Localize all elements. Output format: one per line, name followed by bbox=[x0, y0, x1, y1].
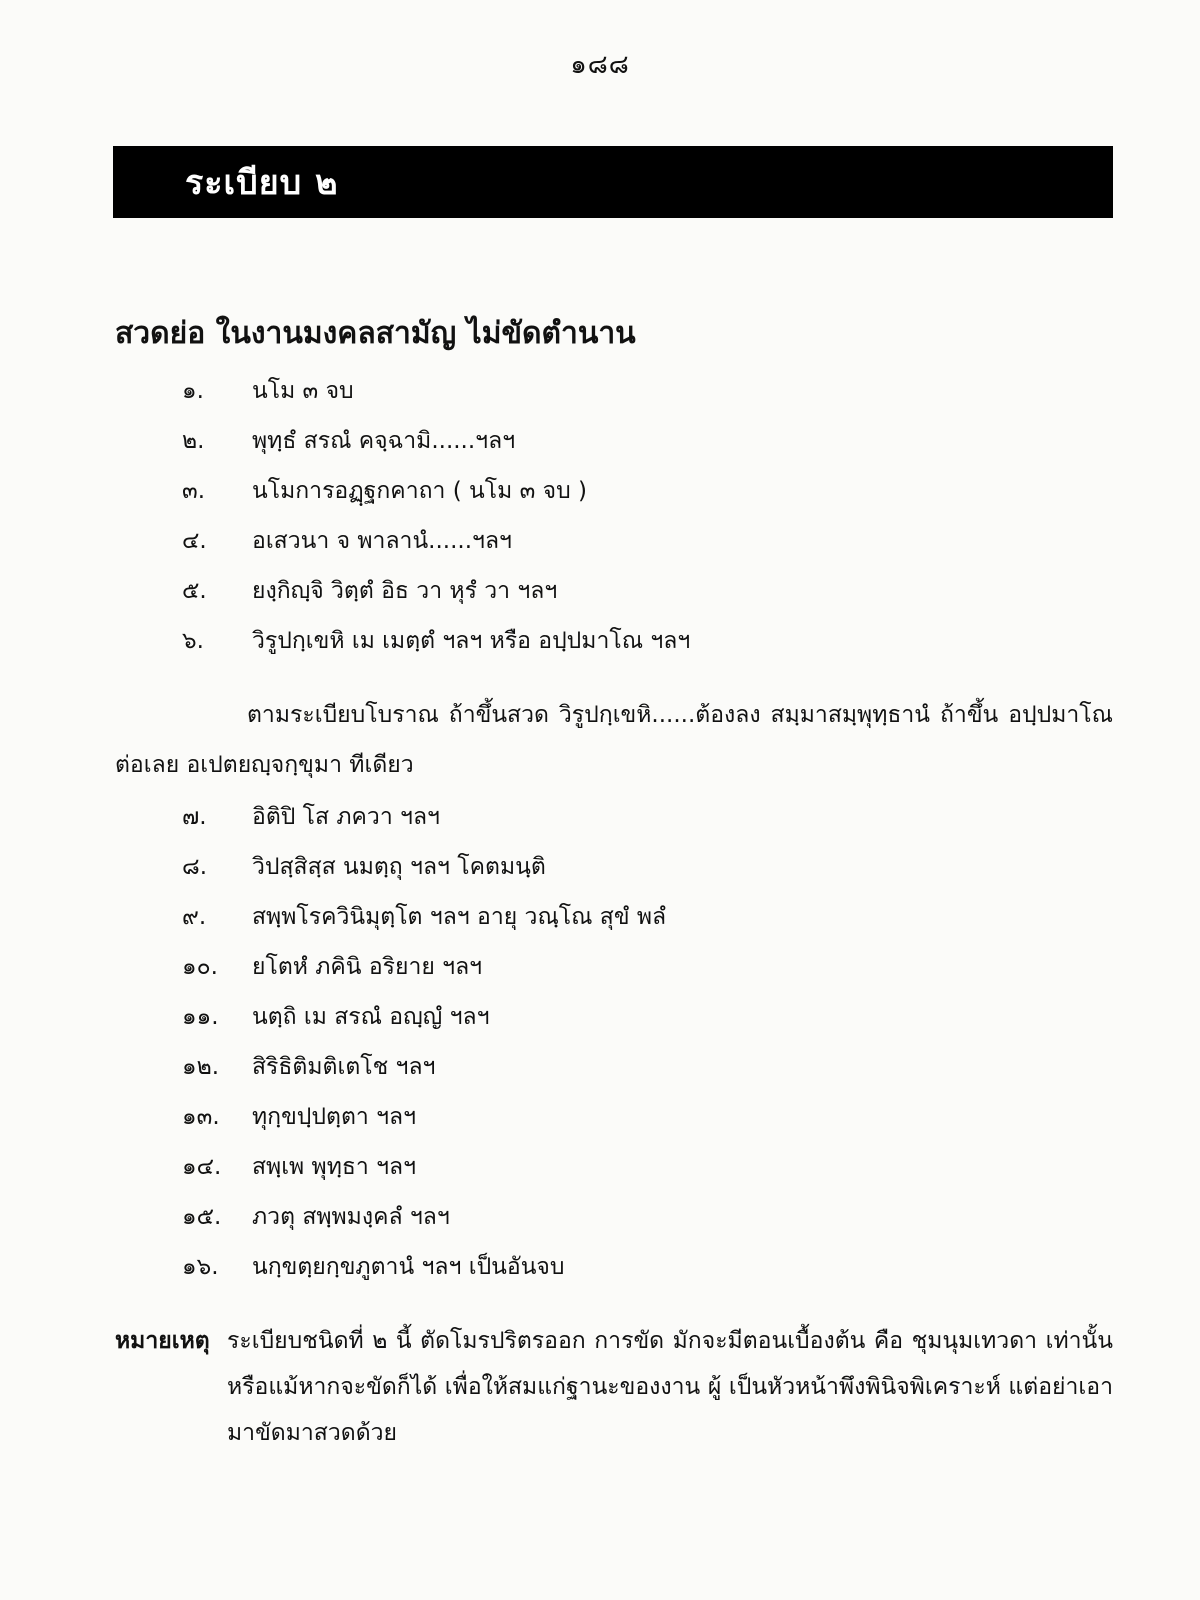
list-item bbox=[182, 1142, 1082, 1192]
list-item bbox=[182, 416, 1082, 466]
remark-label: หมายเหตุ bbox=[115, 1328, 210, 1354]
item-text: ยงฺกิญฺจิ วิตฺตํ อิธ วา หุรํ วา ฯลฯ bbox=[252, 578, 558, 604]
list-item bbox=[182, 892, 1082, 942]
item-number: ๑. bbox=[182, 378, 204, 404]
item-number: ๘. bbox=[182, 854, 208, 880]
chant-list-part-2 bbox=[182, 792, 1082, 1292]
item-number: ๑๑. bbox=[182, 1004, 219, 1030]
item-text: สพฺเพ พุทฺธา ฯลฯ bbox=[252, 1154, 417, 1180]
subtitle: สวดย่อ ในงานมงคลสามัญ ไม่ขัดตำนาน bbox=[115, 316, 636, 351]
list-item bbox=[182, 366, 1082, 416]
item-number: ๑๐. bbox=[182, 954, 218, 980]
item-text: นโมการอฏฺฐกคาถา ( นโม ๓ จบ ) bbox=[252, 478, 587, 504]
list-item bbox=[182, 466, 1082, 516]
item-number: ๕. bbox=[182, 578, 207, 604]
item-number: ๖. bbox=[182, 628, 204, 654]
item-number: ๑๓. bbox=[182, 1104, 220, 1130]
item-text: วิรูปกฺเขหิ เม เมตฺตํ ฯลฯ หรือ อปฺปมาโณ ฯลฯ bbox=[252, 628, 691, 654]
item-number: ๙. bbox=[182, 904, 207, 930]
item-text: อเสวนา จ พาลานํ......ฯลฯ bbox=[252, 528, 512, 554]
item-number: ๑๒. bbox=[182, 1054, 220, 1080]
section-header-bar bbox=[113, 146, 1113, 218]
item-text: ทุกฺขปฺปตฺตา ฯลฯ bbox=[252, 1104, 417, 1130]
item-number: ๗. bbox=[182, 804, 207, 830]
item-number: ๓. bbox=[182, 478, 206, 504]
list-item bbox=[182, 992, 1082, 1042]
list-item bbox=[182, 1242, 1082, 1292]
list-item bbox=[182, 1092, 1082, 1142]
explanation-paragraph: ตามระเบียบโบราณ ถ้าขึ้นสวด วิรูปกฺเขหิ......ต้องลง สมฺมาสมฺพุทฺธานํ ถ้าขึ้น อปฺปมาโณ ต่อเลย อเปตยญฺจกฺขุมา ทีเดียว bbox=[115, 702, 1113, 778]
list-item bbox=[182, 942, 1082, 992]
list-item bbox=[182, 516, 1082, 566]
item-text: ภวตุ สพฺพมงฺคลํ ฯลฯ bbox=[252, 1204, 450, 1230]
list-item bbox=[182, 1042, 1082, 1092]
page-number: ๑๘๘ bbox=[570, 50, 630, 80]
remark-text: ระเบียบชนิดที่ ๒ นี้ ตัดโมรปริตรออก การขัด มักจะมีตอนเบื้องต้น คือ ชุมนุมเทวดา เท่านั้น หรือแม้หากจะขัดก็ได้ เพื่อให้สมแก่ฐานะของงาน ผู้ เป็นหัวหน้าพึงพินิจพิเคราะห์ แต่อย่าเอามาขัดมาสวดด้วย bbox=[227, 1328, 1113, 1446]
item-text: อิติปิ โส ภควา ฯลฯ bbox=[252, 804, 440, 830]
list-item bbox=[182, 842, 1082, 892]
item-number: ๑๕. bbox=[182, 1204, 222, 1230]
list-item bbox=[182, 1192, 1082, 1242]
item-text: สิริธิติมติเตโช ฯลฯ bbox=[252, 1054, 436, 1080]
section-title: ระเบียบ ๒ bbox=[185, 163, 339, 203]
item-text: นตฺถิ เม สรณํ อญฺญํ ฯลฯ bbox=[252, 1004, 490, 1030]
item-text: ยโตหํ ภคินิ อริยาย ฯลฯ bbox=[252, 954, 483, 980]
item-text: นกฺขตฺยกฺขภูตานํ ฯลฯ เป็นอันจบ bbox=[252, 1254, 565, 1280]
list-item bbox=[182, 792, 1082, 842]
remark-section bbox=[115, 1318, 1113, 1456]
list-item bbox=[182, 616, 1082, 666]
item-number: ๑๔. bbox=[182, 1154, 222, 1180]
item-number: ๑๖. bbox=[182, 1254, 219, 1280]
item-text: วิปสฺสิสฺส นมตฺถุ ฯลฯ โคตมนฺติ bbox=[252, 854, 546, 880]
item-text: พุทฺธํ สรณํ คจฺฉามิ......ฯลฯ bbox=[252, 428, 516, 454]
item-text: สพฺพโรควินิมุตฺโต ฯลฯ อายุ วณฺโณ สุขํ พลํ bbox=[252, 904, 667, 930]
chant-list-part-1 bbox=[182, 366, 1082, 666]
item-number: ๒. bbox=[182, 428, 205, 454]
item-number: ๔. bbox=[182, 528, 207, 554]
item-text: นโม ๓ จบ bbox=[252, 378, 354, 404]
list-item bbox=[182, 566, 1082, 616]
